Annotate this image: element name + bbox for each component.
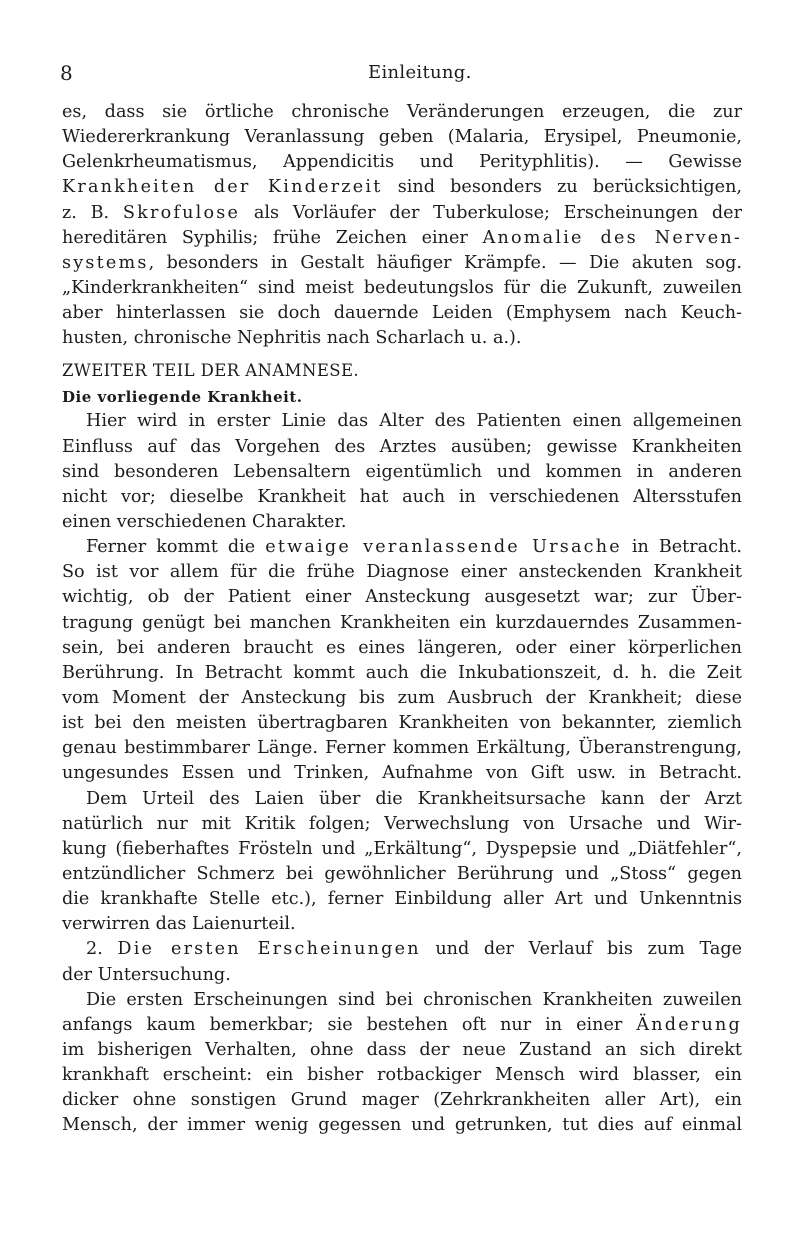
text-line: sein, bei anderen braucht es eines längeren, oder einer körperlichen bbox=[62, 637, 742, 658]
text-fragment: hereditären Syphilis; frühe Zeichen einer bbox=[62, 227, 468, 248]
text-fragment: z. B. bbox=[62, 202, 123, 223]
text-line: dicker ohne sonstigen Grund mager (Zehrkrankheiten aller Art), ein bbox=[62, 1090, 742, 1111]
subsection-title: Die vorliegende Krankheit. bbox=[62, 388, 303, 407]
text-fragment: als Vorläufer der Tuberkulose; Erscheinungen der bbox=[240, 202, 742, 223]
emphasized-text: Die ersten Erscheinungen bbox=[117, 939, 421, 960]
text-line: es, dass sie örtliche chronische Veränderungen erzeugen, die zur bbox=[62, 102, 742, 122]
text-line: Mensch, der immer wenig gegessen und getrunken, tut dies auf einmal bbox=[62, 1115, 742, 1136]
text-line: „Kinderkrankheiten“ sind meist bedeutungslos für die Zukunft, zuweilen bbox=[62, 277, 742, 298]
text-line: Gelenkrheumatismus, Appendicitis und Perityphlitis). — Gewisse bbox=[62, 152, 742, 173]
text-line: entzündlicher Schmerz bei gewöhnlicher Berührung und „Stoss“ gegen bbox=[62, 863, 742, 884]
text-line: tragung genügt bei manchen Krankheiten ein kurzdauerndes Zusammen- bbox=[62, 612, 742, 633]
text-line: sind besonderen Lebensaltern eigentümlich und kommen in anderen bbox=[62, 461, 742, 482]
text-line: nicht vor; dieselbe Krankheit hat auch in verschiedenen Altersstufen bbox=[62, 486, 742, 507]
text-line: verwirren das Laienurteil. bbox=[62, 914, 296, 935]
text-line: krankhaft erscheint: ein bisher rotbackiger Mensch wird blasser, ein bbox=[62, 1065, 742, 1086]
text-fragment: , besonders in Gestalt häufiger Krämpfe. — Die akuten sog. bbox=[148, 252, 742, 273]
text-fragment: und der Verlauf bis zum Tage bbox=[420, 939, 742, 960]
text-line: die krankhafte Stelle etc.), ferner Einbildung aller Art und Unkenntnis bbox=[62, 889, 742, 910]
text-line: der Untersuchung. bbox=[62, 964, 231, 985]
text-line bbox=[62, 175, 742, 200]
text-line: Hier wird in erster Linie das Alter des Patienten einen allgemeinen bbox=[86, 411, 742, 432]
text-line: husten, chronische Nephritis nach Scharlach u. a.). bbox=[62, 328, 522, 349]
text-line bbox=[62, 226, 742, 251]
section-title: ZWEITER TEIL DER ANAMNESE. bbox=[62, 361, 360, 381]
text-line: wichtig, ob der Patient einer Ansteckung ausgesetzt war; zur Über- bbox=[62, 587, 742, 608]
text-line bbox=[62, 201, 742, 226]
text-line bbox=[62, 1013, 742, 1038]
text-fragment: in Betracht. bbox=[621, 537, 742, 558]
running-head: Einleitung. bbox=[368, 62, 472, 83]
emphasized-text: etwaige veranlassende Ursache bbox=[265, 537, 622, 558]
page-number: 8 bbox=[60, 61, 73, 85]
text-line: ungesundes Essen und Trinken, Aufnahme von Gift usw. in Betracht. bbox=[62, 763, 742, 784]
text-line: kung (fieberhaftes Frösteln und „Erkältung“, Dyspepsie und „Diätfehler“, bbox=[62, 838, 742, 859]
text-line: aber hinterlassen sie doch dauernde Leiden (Emphysem nach Keuch- bbox=[62, 303, 742, 324]
text-line: So ist vor allem für die frühe Diagnose einer ansteckenden Krankheit bbox=[62, 562, 742, 583]
emphasized-text: Skrofulose bbox=[122, 202, 241, 223]
text-line: genau bestimmbarer Länge. Ferner kommen Erkältung, Überanstrengung, bbox=[62, 738, 742, 759]
text-fragment: sind besonders zu berücksichtigen, bbox=[382, 177, 742, 198]
body-text bbox=[62, 100, 742, 1138]
text-line: im bisherigen Verhalten, ohne dass der neue Zustand an sich direkt bbox=[62, 1039, 742, 1060]
text-line: einen verschiedenen Charakter. bbox=[62, 511, 347, 532]
section-number: 2. bbox=[86, 939, 118, 960]
text-line: Wiedererkrankung Veranlassung geben (Malaria, Erysipel, Pneumonie, bbox=[62, 127, 742, 148]
text-line: Die ersten Erscheinungen sind bei chronischen Krankheiten zuweilen bbox=[86, 989, 742, 1010]
emphasized-text: systems bbox=[62, 252, 149, 273]
text-line: vom Moment der Ansteckung bis zum Ausbruch der Krankheit; diese bbox=[62, 687, 742, 708]
emphasized-text: Krankheiten der Kinderzeit bbox=[62, 177, 383, 198]
text-line: ist bei den meisten übertragbaren Krankheiten von bekannter, ziemlich bbox=[62, 713, 742, 734]
text-line bbox=[62, 251, 742, 276]
text-line bbox=[62, 937, 742, 962]
text-line: Dem Urteil des Laien über die Krankheitsursache kann der Arzt bbox=[86, 788, 742, 809]
emphasized-text: Anomalie des Nerven- bbox=[482, 227, 743, 248]
text-line: Berührung. In Betracht kommt auch die Inkubationszeit, d. h. die Zeit bbox=[62, 662, 742, 683]
page-header bbox=[0, 60, 800, 86]
text-line: natürlich nur mit Kritik folgen; Verwechslung von Ursache und Wir- bbox=[62, 813, 742, 834]
emphasized-text: Änderung bbox=[636, 1014, 742, 1035]
text-fragment: anfangs kaum bemerkbar; sie bestehen oft nur in einer bbox=[62, 1014, 623, 1035]
text-line: Einfluss auf das Vorgehen des Arztes ausüben; gewisse Krankheiten bbox=[62, 436, 742, 457]
text-fragment: Ferner kommt die bbox=[86, 537, 266, 558]
text-line bbox=[62, 535, 742, 560]
